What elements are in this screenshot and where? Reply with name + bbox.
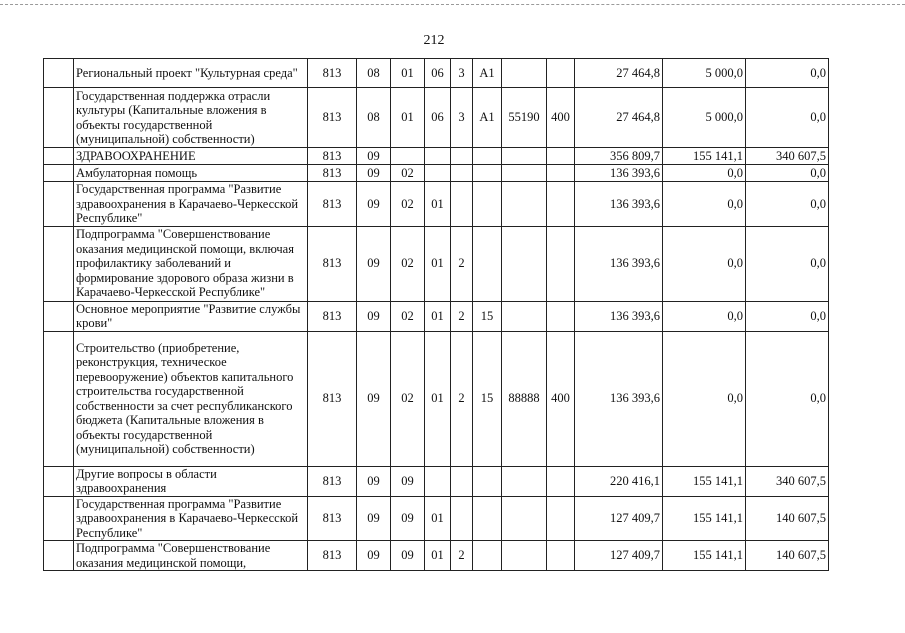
cell-num <box>44 541 74 571</box>
cell-rz: 09 <box>357 496 391 541</box>
cell-name: Амбулаторная помощь <box>74 165 308 182</box>
cell-rz: 09 <box>357 541 391 571</box>
cell-sum1: 356 809,7 <box>575 148 663 165</box>
cell-cs2 <box>451 466 473 496</box>
table-row <box>44 148 829 165</box>
cell-pr: 09 <box>391 466 425 496</box>
cell-sum1: 27 464,8 <box>575 88 663 148</box>
cell-grbs: 813 <box>308 148 357 165</box>
cell-grbs: 813 <box>308 466 357 496</box>
cell-pr: 09 <box>391 541 425 571</box>
cell-cs4 <box>502 466 547 496</box>
cell-sum3: 0,0 <box>746 301 829 331</box>
cell-pr: 02 <box>391 182 425 227</box>
cell-sum3: 0,0 <box>746 226 829 301</box>
cell-cs2 <box>451 148 473 165</box>
cell-sum2: 155 141,1 <box>663 541 746 571</box>
cell-sum2: 0,0 <box>663 182 746 227</box>
cell-sum2: 5 000,0 <box>663 59 746 88</box>
cell-rz: 09 <box>357 182 391 227</box>
cell-rz: 09 <box>357 331 391 466</box>
cell-vr <box>547 226 575 301</box>
cell-cs3 <box>473 226 502 301</box>
cell-name: Строительство (приобретение, реконструкция, техническое перевооружение) объектов капитального строительства государственной собственности за счет республиканского бюджета (Капитальные вложения в объекты государственной (муниципальной) собственности) <box>74 331 308 466</box>
cell-pr <box>391 148 425 165</box>
cell-num <box>44 301 74 331</box>
cell-pr: 09 <box>391 496 425 541</box>
cell-num <box>44 59 74 88</box>
table-row <box>44 466 829 496</box>
cell-sum1: 136 393,6 <box>575 182 663 227</box>
cell-rz: 08 <box>357 88 391 148</box>
cell-name: Региональный проект "Культурная среда" <box>74 59 308 88</box>
cell-cs3 <box>473 541 502 571</box>
cell-sum2: 155 141,1 <box>663 496 746 541</box>
cell-pr: 02 <box>391 226 425 301</box>
cell-sum2: 0,0 <box>663 301 746 331</box>
cell-sum1: 136 393,6 <box>575 331 663 466</box>
cell-sum3: 0,0 <box>746 88 829 148</box>
cell-vr <box>547 496 575 541</box>
cell-vr: 400 <box>547 88 575 148</box>
cell-sum2: 0,0 <box>663 165 746 182</box>
cell-cs1: 01 <box>425 301 451 331</box>
cell-cs4: 55190 <box>502 88 547 148</box>
cell-cs3 <box>473 466 502 496</box>
cell-cs1 <box>425 148 451 165</box>
table-row <box>44 165 829 182</box>
cell-num <box>44 466 74 496</box>
cell-sum1: 27 464,8 <box>575 59 663 88</box>
cell-pr: 02 <box>391 301 425 331</box>
cell-sum3: 0,0 <box>746 59 829 88</box>
cell-rz: 09 <box>357 148 391 165</box>
cell-cs2: 3 <box>451 59 473 88</box>
cell-grbs: 813 <box>308 331 357 466</box>
table-row <box>44 331 829 466</box>
cell-name: Подпрограмма "Совершенствование оказания медицинской помощи, включая профилактику заболеваний и формирование здорового образа жизни в Карачаево-Черкесской Республике" <box>74 226 308 301</box>
cell-cs4 <box>502 301 547 331</box>
cell-cs3 <box>473 148 502 165</box>
cell-cs2: 3 <box>451 88 473 148</box>
cell-rz: 09 <box>357 165 391 182</box>
cell-cs2 <box>451 496 473 541</box>
page-top-border <box>0 4 905 5</box>
cell-cs4 <box>502 496 547 541</box>
cell-cs2: 2 <box>451 331 473 466</box>
cell-cs3 <box>473 182 502 227</box>
cell-cs3 <box>473 496 502 541</box>
cell-cs1: 01 <box>425 226 451 301</box>
cell-sum2: 5 000,0 <box>663 88 746 148</box>
cell-num <box>44 148 74 165</box>
cell-sum1: 220 416,1 <box>575 466 663 496</box>
table-row <box>44 301 829 331</box>
table-row <box>44 88 829 148</box>
cell-num <box>44 496 74 541</box>
cell-name: Государственная поддержка отрасли культуры (Капитальные вложения в объекты государственной (муниципальной) собственности) <box>74 88 308 148</box>
cell-num <box>44 182 74 227</box>
cell-sum1: 127 409,7 <box>575 541 663 571</box>
cell-vr <box>547 466 575 496</box>
cell-sum2: 155 141,1 <box>663 148 746 165</box>
table-row <box>44 541 829 571</box>
cell-sum1: 127 409,7 <box>575 496 663 541</box>
cell-vr <box>547 301 575 331</box>
cell-rz: 08 <box>357 59 391 88</box>
cell-rz: 09 <box>357 466 391 496</box>
cell-sum1: 136 393,6 <box>575 165 663 182</box>
table-body <box>44 59 829 571</box>
cell-pr: 01 <box>391 59 425 88</box>
cell-vr: 400 <box>547 331 575 466</box>
cell-vr <box>547 148 575 165</box>
cell-rz: 09 <box>357 301 391 331</box>
cell-cs2 <box>451 165 473 182</box>
cell-cs1 <box>425 466 451 496</box>
cell-cs2: 2 <box>451 541 473 571</box>
table-row <box>44 496 829 541</box>
cell-grbs: 813 <box>308 226 357 301</box>
budget-table <box>43 58 829 571</box>
cell-sum3: 0,0 <box>746 331 829 466</box>
cell-vr <box>547 59 575 88</box>
cell-cs3: A1 <box>473 59 502 88</box>
cell-name: ЗДРАВООХРАНЕНИЕ <box>74 148 308 165</box>
cell-cs4 <box>502 148 547 165</box>
cell-cs3: 15 <box>473 301 502 331</box>
cell-pr: 02 <box>391 165 425 182</box>
cell-cs4: 88888 <box>502 331 547 466</box>
cell-pr: 01 <box>391 88 425 148</box>
cell-cs4 <box>502 165 547 182</box>
cell-grbs: 813 <box>308 88 357 148</box>
cell-grbs: 813 <box>308 301 357 331</box>
cell-rz: 09 <box>357 226 391 301</box>
cell-cs1: 01 <box>425 541 451 571</box>
cell-cs4 <box>502 59 547 88</box>
cell-cs4 <box>502 226 547 301</box>
cell-vr <box>547 165 575 182</box>
cell-sum3: 340 607,5 <box>746 466 829 496</box>
cell-name: Подпрограмма "Совершенствование оказания медицинской помощи, <box>74 541 308 571</box>
cell-cs1: 06 <box>425 88 451 148</box>
cell-cs4 <box>502 541 547 571</box>
cell-sum3: 0,0 <box>746 165 829 182</box>
cell-name: Государственная программа "Развитие здравоохранения в Карачаево-Черкесской Республике" <box>74 496 308 541</box>
cell-sum3: 0,0 <box>746 182 829 227</box>
cell-grbs: 813 <box>308 165 357 182</box>
cell-cs3: 15 <box>473 331 502 466</box>
cell-cs2 <box>451 182 473 227</box>
cell-name: Государственная программа "Развитие здравоохранения в Карачаево-Черкесской Республике" <box>74 182 308 227</box>
cell-sum3: 340 607,5 <box>746 148 829 165</box>
cell-vr <box>547 182 575 227</box>
cell-cs4 <box>502 182 547 227</box>
cell-num <box>44 331 74 466</box>
cell-grbs: 813 <box>308 496 357 541</box>
table-row <box>44 226 829 301</box>
cell-vr <box>547 541 575 571</box>
table-row <box>44 182 829 227</box>
cell-grbs: 813 <box>308 59 357 88</box>
cell-cs3: A1 <box>473 88 502 148</box>
cell-sum2: 0,0 <box>663 331 746 466</box>
cell-sum1: 136 393,6 <box>575 301 663 331</box>
cell-sum2: 155 141,1 <box>663 466 746 496</box>
cell-num <box>44 165 74 182</box>
cell-sum1: 136 393,6 <box>575 226 663 301</box>
cell-cs2: 2 <box>451 301 473 331</box>
cell-cs1: 06 <box>425 59 451 88</box>
cell-grbs: 813 <box>308 541 357 571</box>
cell-pr: 02 <box>391 331 425 466</box>
cell-sum2: 0,0 <box>663 226 746 301</box>
cell-num <box>44 226 74 301</box>
cell-cs2: 2 <box>451 226 473 301</box>
cell-sum3: 140 607,5 <box>746 541 829 571</box>
cell-cs1: 01 <box>425 496 451 541</box>
cell-cs1: 01 <box>425 182 451 227</box>
cell-cs1: 01 <box>425 331 451 466</box>
cell-num <box>44 88 74 148</box>
cell-grbs: 813 <box>308 182 357 227</box>
cell-cs1 <box>425 165 451 182</box>
table-row <box>44 59 829 88</box>
cell-sum3: 140 607,5 <box>746 496 829 541</box>
cell-name: Другие вопросы в области здравоохранения <box>74 466 308 496</box>
cell-cs3 <box>473 165 502 182</box>
cell-name: Основное мероприятие "Развитие службы крови" <box>74 301 308 331</box>
page-number: 212 <box>423 33 445 48</box>
